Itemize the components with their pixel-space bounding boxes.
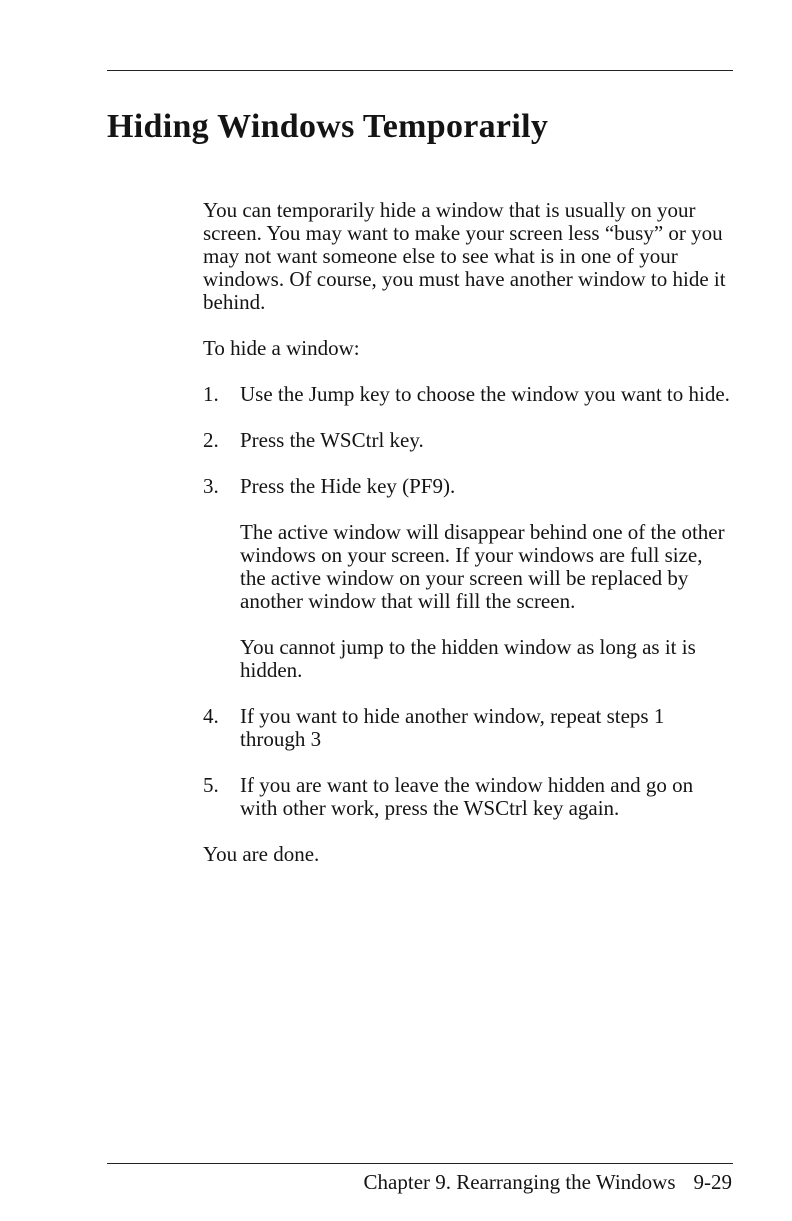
- bottom-rule: [107, 1163, 733, 1164]
- step-item: [203, 429, 733, 452]
- step-text: Press the Hide key (PF9).: [240, 474, 456, 498]
- step-body: [240, 475, 733, 682]
- step-item: [203, 475, 733, 682]
- step-number: 5.: [203, 773, 219, 797]
- top-rule: [107, 70, 733, 71]
- step-number: 1.: [203, 382, 219, 406]
- step-text: If you are want to leave the window hidden and go on with other work, press the WSCtrl key again.: [240, 773, 694, 820]
- intro-paragraph: You can temporarily hide a window that is usually on your screen. You may want to make your screen less “busy” or you may not want someone else to see what is in one of your windows. Of course, you must have another window to hide it behind.: [203, 198, 726, 314]
- step-text: Press the WSCtrl key.: [240, 428, 424, 452]
- step-note: The active window will disappear behind one of the other windows on your screen. If your windows are full size, the active window on your screen will be replaced by another window that will fill the screen.: [240, 520, 725, 613]
- step-body: [240, 705, 733, 751]
- closing-paragraph: You are done.: [203, 842, 320, 866]
- step-note: You cannot jump to the hidden window as long as it is hidden.: [240, 635, 696, 682]
- step-item: [203, 705, 733, 751]
- step-number: 4.: [203, 704, 219, 728]
- step-body: [240, 383, 733, 406]
- body-text: [203, 199, 733, 889]
- lead-paragraph: To hide a window:: [203, 336, 360, 360]
- step-number: 3.: [203, 474, 219, 498]
- step-text: If you want to hide another window, repeat steps 1 through 3: [240, 704, 665, 751]
- page-footer: [364, 1170, 732, 1195]
- step-body: [240, 429, 733, 452]
- page-title: Hiding Windows Temporarily: [107, 108, 549, 145]
- footer-page-number: 9-29: [693, 1170, 732, 1194]
- steps-list: [203, 383, 733, 820]
- step-body: [240, 774, 733, 820]
- step-text: Use the Jump key to choose the window you want to hide.: [240, 382, 730, 406]
- step-item: [203, 383, 733, 406]
- step-item: [203, 774, 733, 820]
- step-number: 2.: [203, 428, 219, 452]
- footer-chapter-title: Chapter 9. Rearranging the Windows: [363, 1170, 676, 1194]
